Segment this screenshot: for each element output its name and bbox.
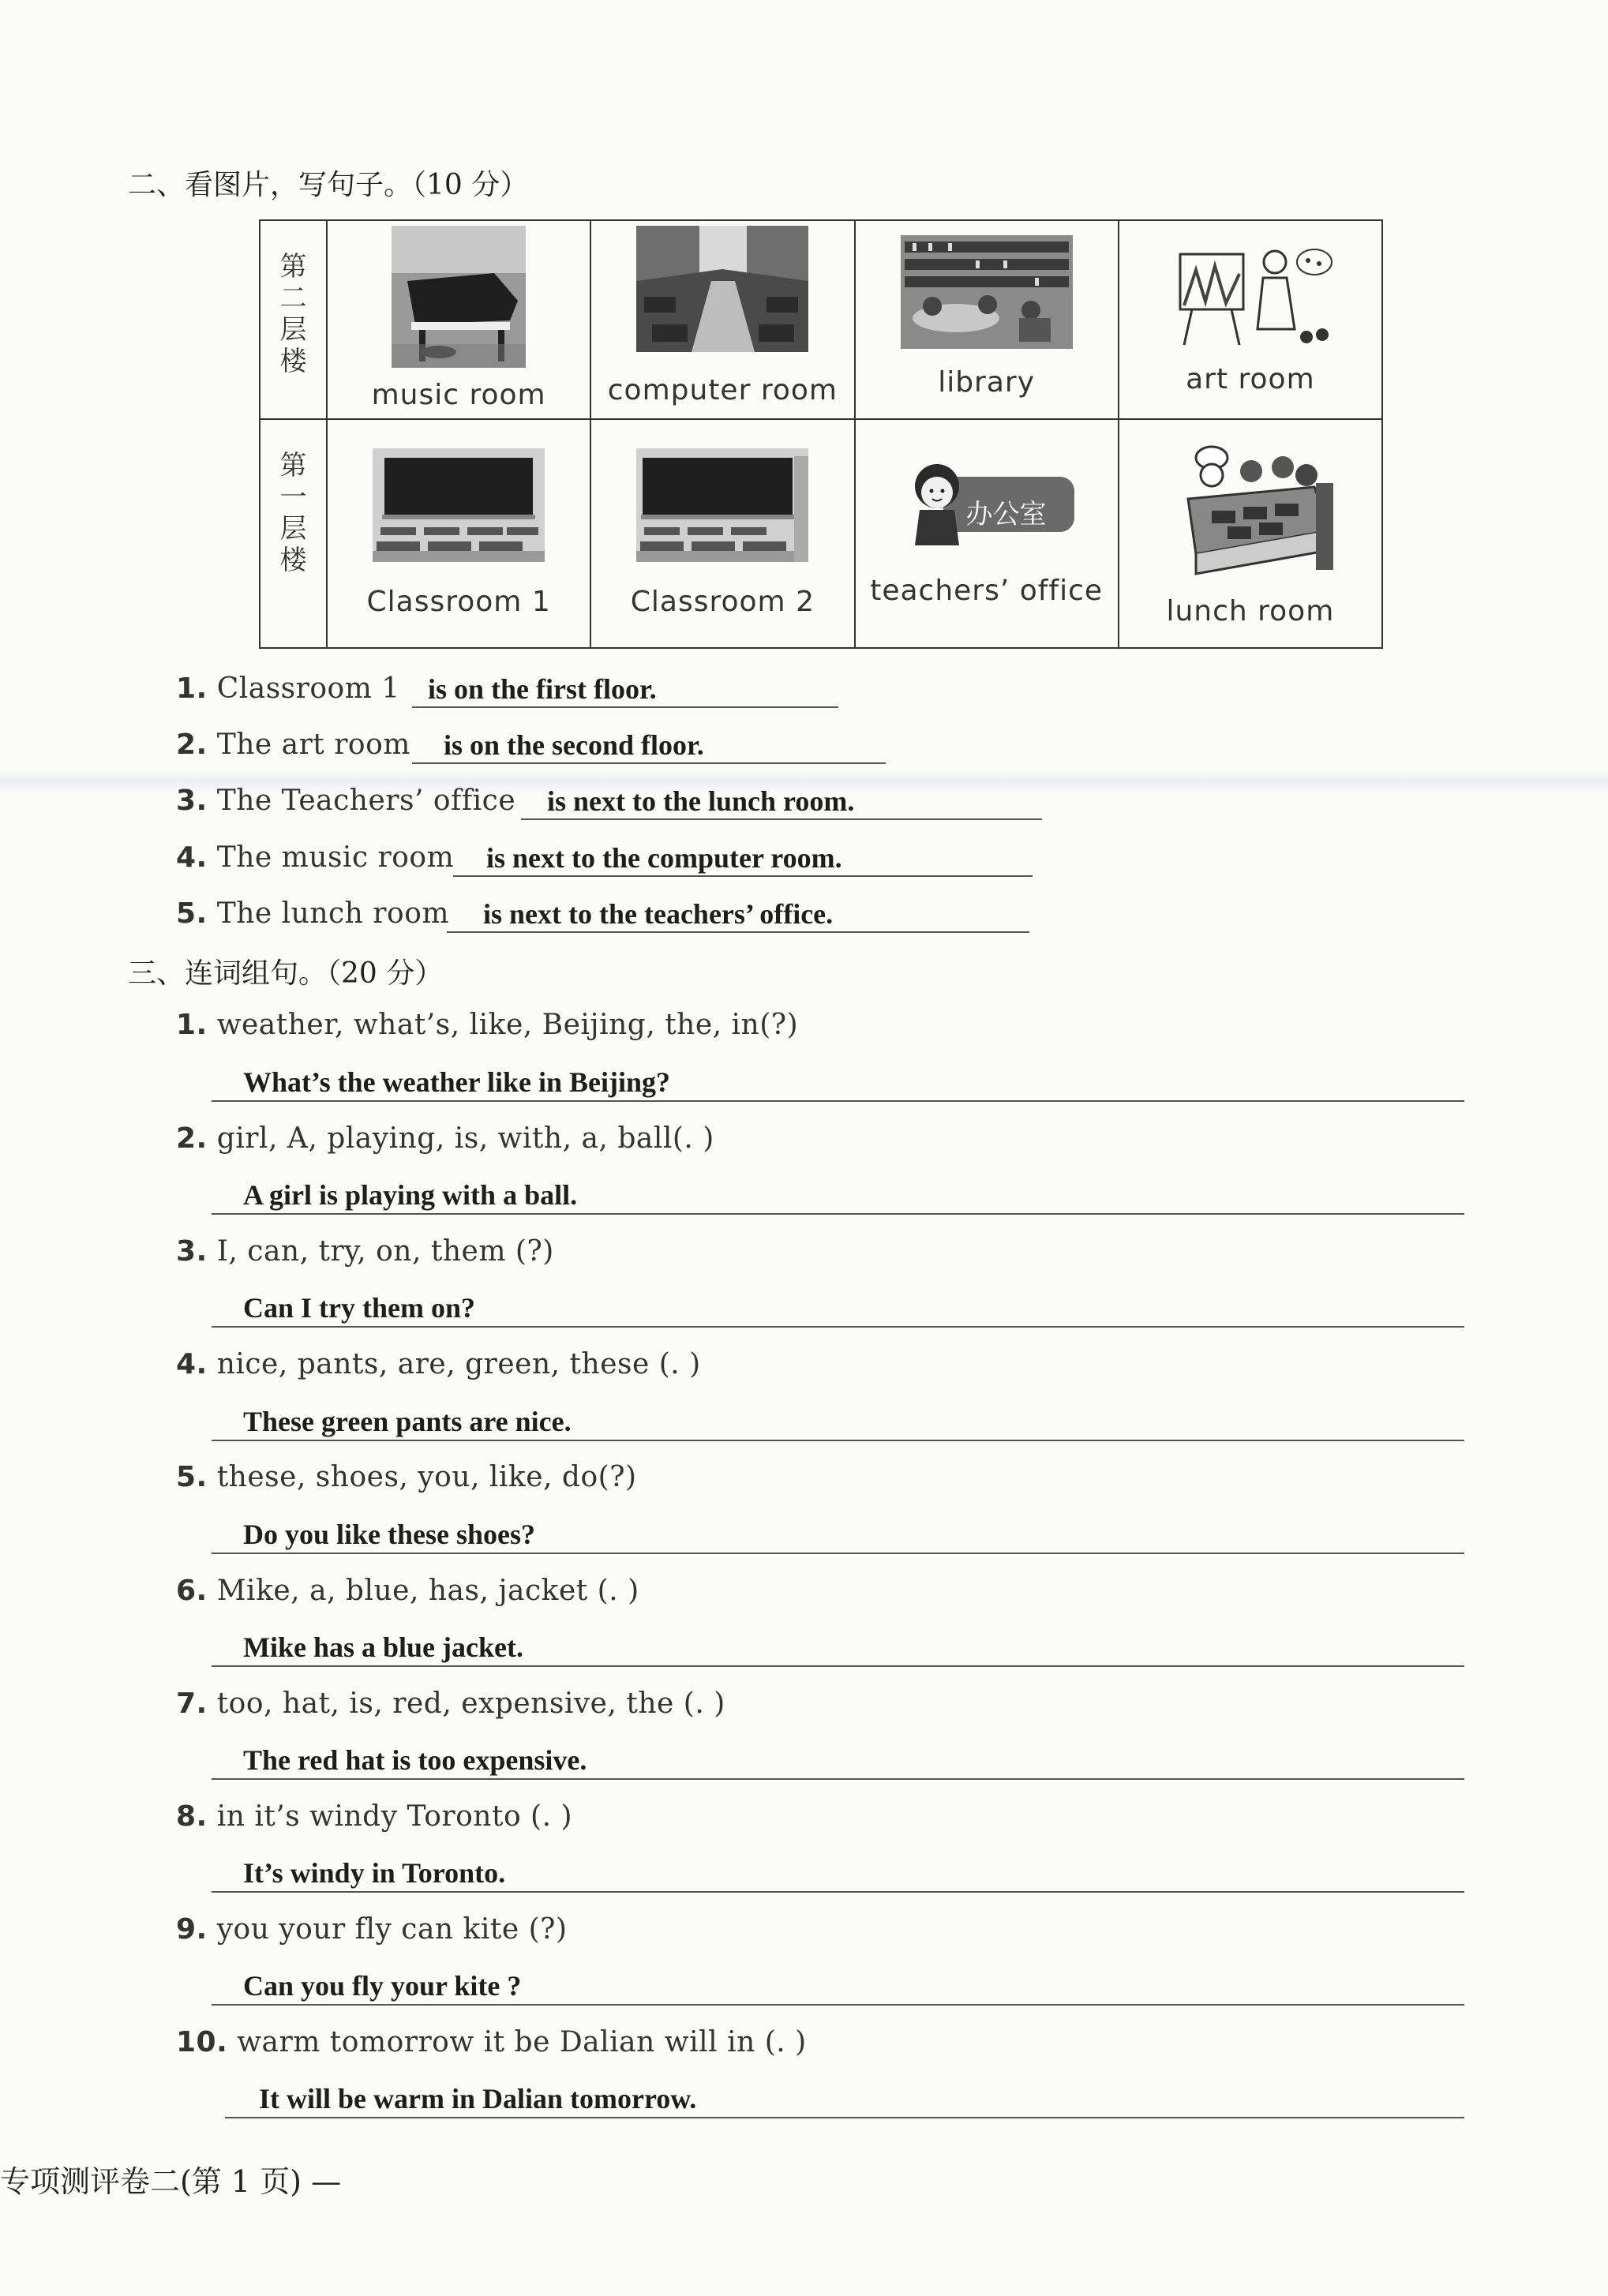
s3-answer-6: Mike has a blue jacket.: [243, 1631, 523, 1663]
section-3-title: 三、连词组句。（20 分）: [128, 957, 444, 990]
room-lunch: [1119, 419, 1382, 648]
room-teachers-office: [855, 419, 1119, 648]
room-label-classroom-2: Classroom 2: [630, 586, 815, 618]
s2-question-3: 3. The Teachers’ office: [176, 785, 516, 817]
office-sign-text: 办公室: [965, 499, 1047, 530]
s3-answer-10: It will be warm in Dalian tomorrow.: [259, 2083, 697, 2114]
s3-answer-9: Can you fly your kite ?: [243, 1970, 522, 2002]
s3-question-7: 7. too, hat, is, red, expensive, the (. ): [176, 1687, 725, 1720]
s2-answer-5: is next to the teachers’ office.: [483, 898, 834, 930]
section-2-title: 二、看图片，写句子。（10 分）: [128, 169, 529, 201]
s2-question-1: 1. Classroom 1: [176, 672, 400, 705]
answer-line: [212, 1553, 1464, 1554]
answer-line: [412, 706, 838, 708]
s2-answer-4: is next to the computer room.: [486, 842, 842, 874]
page-footer: 专项测评卷二(第 1 页) —: [0, 2164, 342, 2199]
s3-question-3: 3. I, can, try, on, them (?): [176, 1235, 554, 1268]
answer-line: [212, 1891, 1464, 1893]
answer-line: [212, 2004, 1464, 2006]
floor-plan-table: [259, 219, 1383, 649]
room-label-lunch: lunch room: [1166, 595, 1335, 627]
art-room-image: [1164, 238, 1336, 349]
room-music: [327, 220, 590, 419]
answer-line: [453, 875, 1033, 877]
room-label-computer: computer room: [607, 374, 838, 406]
s3-answer-4: These green pants are nice.: [243, 1406, 572, 1437]
s3-question-5: 5. these, shoes, you, like, do(?): [176, 1461, 637, 1493]
s3-answer-1: What’s the weather like in Beijing?: [243, 1066, 670, 1098]
s2-answer-2: is on the second floor.: [444, 729, 704, 761]
classroom-2-image: [636, 448, 808, 562]
s3-question-8: 8. in it’s windy Toronto (. ): [176, 1800, 573, 1833]
room-label-classroom-1: Classroom 1: [366, 586, 551, 618]
answer-line: [447, 931, 1029, 933]
answer-line: [521, 818, 1042, 820]
answer-line: [212, 1665, 1464, 1667]
s3-answer-3: Can I try them on?: [243, 1292, 475, 1324]
s3-question-2: 2. girl, A, playing, is, with, a, ball(. ): [176, 1122, 714, 1155]
floor-label-second: 第二层楼: [260, 220, 327, 419]
s3-question-10: 10. warm tomorrow it be Dalian will in (. ): [176, 2026, 807, 2058]
room-classroom-1: [327, 419, 590, 648]
room-art: [1119, 220, 1382, 419]
s3-answer-7: The red hat is too expensive.: [243, 1744, 587, 1776]
room-computer: [590, 220, 854, 419]
s2-answer-1: is on the first floor.: [428, 673, 657, 705]
room-label-teachers-office: teachers’ office: [870, 575, 1104, 607]
room-library: [855, 220, 1119, 419]
s2-answer-3: is next to the lunch room.: [547, 785, 855, 817]
answer-line: [212, 1440, 1464, 1441]
library-image: [901, 235, 1073, 349]
s3-question-6: 6. Mike, a, blue, has, jacket (. ): [176, 1575, 639, 1607]
lunch-room-image: [1164, 436, 1336, 586]
room-label-art: art room: [1186, 363, 1315, 395]
room-label-library: library: [938, 366, 1036, 399]
s2-question-5: 5. The lunch room: [176, 897, 450, 930]
s3-question-1: 1. weather, what’s, like, Beijing, the, in(?): [176, 1009, 799, 1041]
answer-line: [225, 2117, 1464, 2118]
answer-line: [412, 762, 886, 764]
s3-answer-5: Do you like these shoes?: [243, 1519, 536, 1550]
s3-question-9: 9. you your fly can kite (?): [176, 1913, 568, 1946]
piano-image: [392, 226, 526, 368]
answer-line: [212, 1326, 1464, 1328]
room-classroom-2: [590, 419, 854, 648]
room-label-music: music room: [371, 379, 546, 411]
s3-answer-2: A girl is playing with a ball.: [243, 1179, 578, 1211]
s2-question-4: 4. The music room: [176, 841, 455, 874]
answer-line: [212, 1100, 1464, 1102]
floor-label-first: 第一层楼: [260, 419, 327, 648]
answer-line: [212, 1778, 1464, 1780]
answer-line: [212, 1213, 1464, 1215]
s3-question-4: 4. nice, pants, are, green, these (. ): [176, 1348, 701, 1380]
s2-question-2: 2. The art room: [176, 729, 410, 761]
computer-room-image: [636, 226, 808, 352]
s3-answer-8: It’s windy in Toronto.: [243, 1857, 506, 1889]
classroom-1-image: [373, 448, 545, 562]
